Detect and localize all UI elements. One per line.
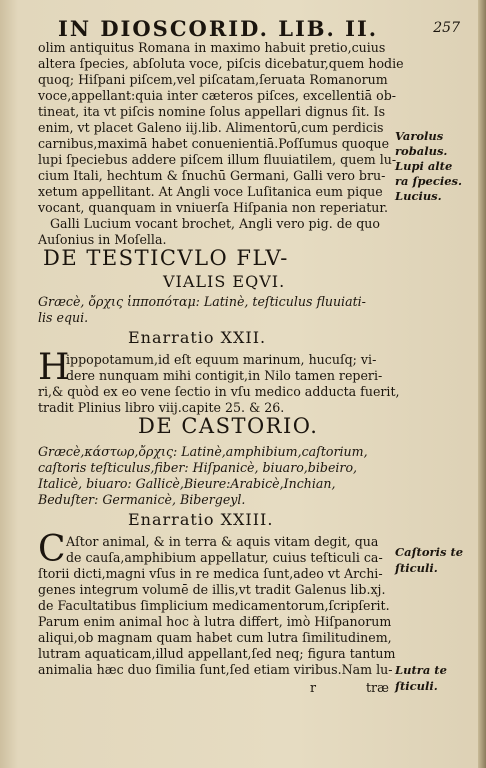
text-line: de Facultatibus ſimplicium medicamentorum,ſcripſerit. [38, 598, 390, 613]
synonyms-line: lis equi. [38, 310, 89, 325]
enarratio-heading: Enarratio XXIII. [128, 510, 274, 529]
text-line: xetum appellitant. At Angli voce Luſitanica eum pique [38, 184, 383, 199]
text-line: altera ſpecies, abſoluta voce, piſcis dicebatur,quem hodie [38, 56, 404, 71]
synonyms-line: Beduſter: Germanicè, Bibergeyl. [38, 492, 246, 507]
synonyms-line: caſtoris teſticulus,fiber: Hiſpanicè, biuaro,bibeiro, [38, 460, 358, 475]
margin-note: Lucius. [395, 189, 442, 203]
text-line: de cauſa,amphibium appellatur, cuius teſticuli ca- [66, 550, 383, 565]
margin-note: Lupi alte [395, 159, 453, 173]
section-heading: DE TESTICVLO FLV- [43, 246, 289, 270]
section-heading: DE CASTORIO. [138, 414, 319, 438]
text-line: genes integrum volumē de illis,vt tradit Galenus lib.xj. [38, 582, 386, 597]
text-line: quoq; Hiſpani piſcem,vel piſcatam,ſeruata Romanorum [38, 72, 388, 87]
running-header [40, 14, 460, 40]
text-line: Parum enim animal hoc à lutra differt, imò Hiſpanorum [38, 614, 392, 629]
margin-note: ſticuli. [395, 679, 438, 693]
text-line: ri,& quòd ex eo vene ſectio in vſu medico adducta fuerit, [38, 384, 400, 399]
margin-note: ra ſpecies. [395, 174, 462, 188]
text-line: enim, vt placet Galeno iij.lib. Alimentorū,cum perdicis [38, 120, 384, 135]
drop-cap: H [38, 347, 70, 388]
margin-note: ſticuli. [395, 561, 438, 575]
enarratio-heading: Enarratio XXII. [128, 328, 267, 347]
header-title: IN DIOSCORID. LIB. II. [58, 16, 379, 41]
text-line: tineat, ita vt piſcis nomine ſolus appellari dignus ſit. Is [38, 104, 386, 119]
text-line: tradit Plinius libro viij.capite 25. & 26. [38, 400, 285, 415]
text-line: Auſonius in Moſella. [38, 232, 167, 247]
catchword: træ [366, 680, 389, 695]
synonyms-line: Græcè,κάστωρ,ὄρχις: Latinè,amphibium,caſtorium, [38, 444, 368, 459]
text-line: Aſtor animal, & in terra & aquis vitam degit, qua [66, 534, 379, 549]
margin-note: Caſtoris te [395, 545, 464, 559]
text-line: Galli Lucium vocant brochet, Angli vero pig. de quo [50, 216, 380, 231]
page-edge [478, 0, 486, 768]
text-line: animalia hæc duo ſimilia ſunt,ſed etiam viribus.Nam lu- [38, 662, 393, 677]
synonyms-line: Græcè, ὄρχις ἱπποπόταμ: Latinè, teſticulus fluuiati- [38, 294, 366, 309]
text-line: ſtorii dicti,magni vſus in re medica ſunt,adeo vt Archi- [38, 566, 383, 581]
text-line: voce,appellant:quia inter cæteros piſces, excellentiā ob- [38, 88, 397, 103]
signature-mark: r [310, 680, 317, 695]
text-line: vocant, quanquam in vniuerſa Hiſpania non reperiatur. [38, 200, 389, 215]
text-line: olim antiquitus Romana in maximo habuit pretio,cuius [38, 40, 386, 55]
section-heading-cont: VIALIS EQVI. [163, 272, 286, 291]
synonyms-line: Italicè, biuaro: Gallicè,Bieure:Arabicè,Inchian, [38, 476, 336, 491]
text-line: lutram aquaticam,illud appellant,ſed neq; figura tantum [38, 646, 396, 661]
drop-cap: C [38, 529, 66, 570]
text-line: carnibus,maximā habet conuenientiā.Poſſumus quoque [38, 136, 390, 151]
text-line: lupi ſpeciebus addere piſcem illum fluuiatilem, quem lu- [38, 152, 397, 167]
text-line: dere nunquam mihi contigit,in Nilo tamen reperi- [66, 368, 383, 383]
text-line: ippopotamum,id eſt equum marinum, hucuſq; vi- [66, 352, 377, 367]
margin-note: Lutra te [395, 663, 447, 677]
text-line: aliqui,ob magnam quam habet cum lutra ſimilitudinem, [38, 630, 392, 645]
text-line: cium Itali, hechtum & ſnuchū Germani, Galli vero bru- [38, 168, 386, 183]
margin-note: robalus. [395, 144, 448, 158]
margin-note: Varolus [395, 129, 444, 143]
page-number: 257 [433, 20, 460, 36]
